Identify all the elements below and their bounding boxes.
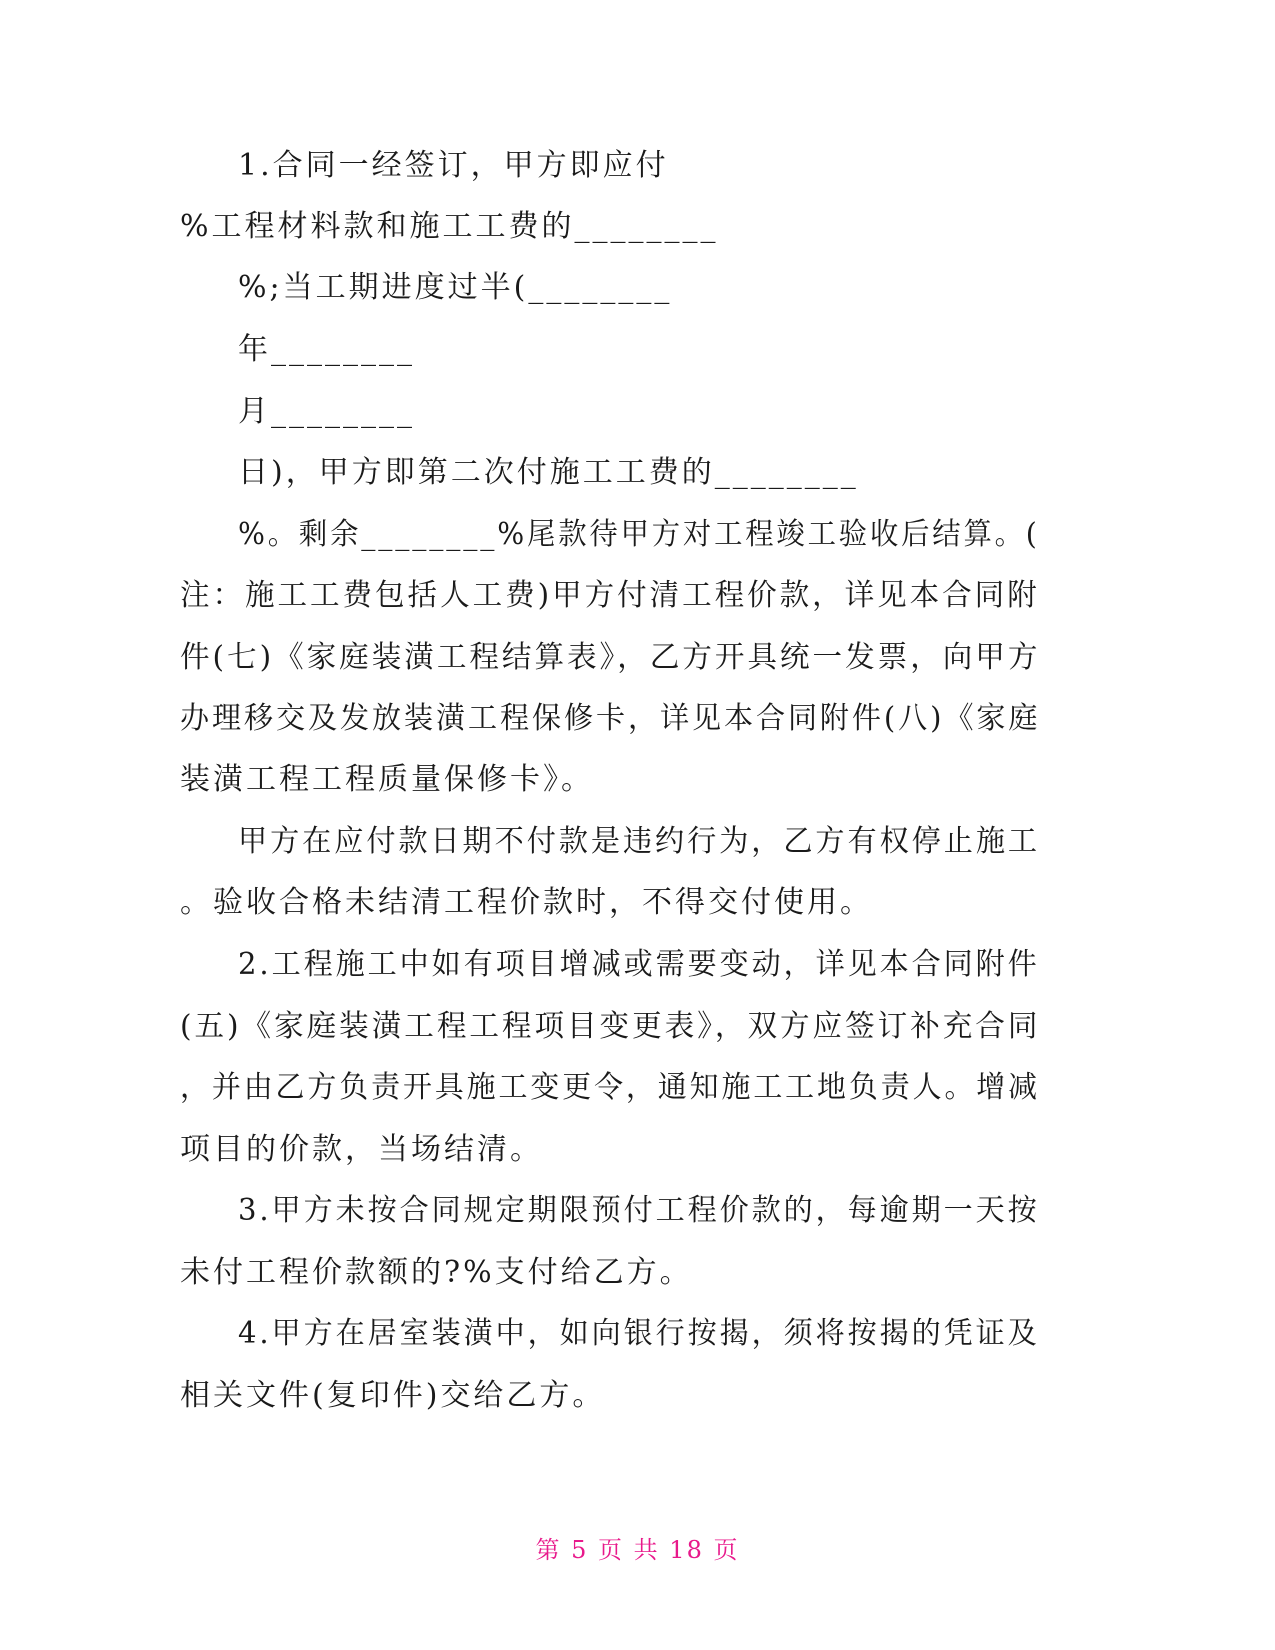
text-line: 1.合同一经签订，甲方即应付 — [238, 148, 669, 183]
text-line: 日)，甲方即第二次付施工工费的________ — [238, 455, 859, 490]
text-line: %工程材料款和施工工费的________ — [180, 209, 719, 244]
text-line: 件(七)《家庭装潢工程结算表》，乙方开具统一发票，向甲方 — [180, 640, 1041, 675]
text-line: 未付工程价款额的?%支付给乙方。 — [180, 1255, 693, 1290]
text-line: 装潢工程工程质量保修卡》。 — [180, 762, 594, 797]
text-line: 2.工程施工中如有项目增减或需要变动，详见本合同附件 — [238, 947, 1040, 982]
text-line: 月________ — [238, 394, 415, 429]
text-line: 3.甲方未按合同规定期限预付工程价款的，每逾期一天按 — [238, 1193, 1040, 1228]
text-line: 年________ — [238, 332, 415, 367]
text-line: 项目的价款，当场结清。 — [180, 1132, 543, 1167]
text-line: 注：施工工费包括人工费)甲方付清工程价款，详见本合同附 — [180, 578, 1040, 613]
text-line: 办理移交及发放装潢工程保修卡，详见本合同附件(八)《家庭 — [180, 701, 1041, 736]
text-line: 相关文件(复印件)交给乙方。 — [180, 1378, 606, 1413]
text-line: ，并由乙方负责开具施工变更令，通知施工工地负责人。增减 — [180, 1070, 1040, 1105]
text-line: 甲方在应付款日期不付款是违约行为，乙方有权停止施工 — [238, 824, 1040, 859]
text-line: 。验收合格未结清工程价款时，不得交付使用。 — [180, 885, 873, 920]
text-line: (五)《家庭装潢工程工程项目变更表》，双方应签订补充合同 — [180, 1009, 1041, 1044]
text-line: %。剩余________%尾款待甲方对工程竣工验收后结算。( — [238, 517, 1040, 552]
page-number-footer: 第 5 页 共 18 页 — [535, 1536, 740, 1564]
text-line: %;当工期进度过半(________ — [238, 270, 673, 305]
text-line: 4.甲方在居室装潢中，如向银行按揭，须将按揭的凭证及 — [238, 1316, 1040, 1351]
